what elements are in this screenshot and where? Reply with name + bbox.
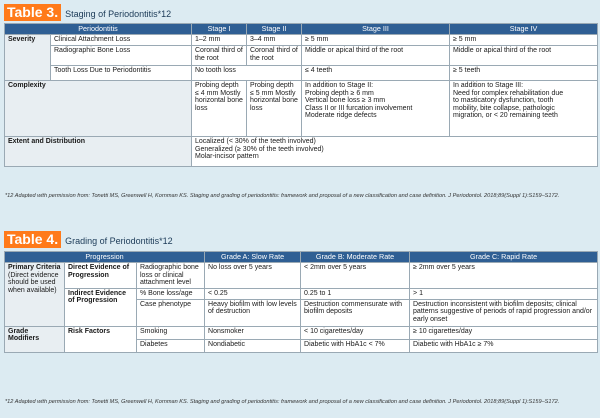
- table3-title-text: Staging of Periodontitis*12: [65, 9, 172, 19]
- header-grade-b: Grade B: Moderate Rate: [301, 252, 410, 263]
- cell: ≥ 5 mm: [450, 35, 598, 46]
- table-row: [5, 288, 598, 299]
- direct-label: Direct Evidence of Progression: [65, 263, 137, 289]
- table3-footnote: *12 Adapted with permission from: Tonetti MS, Greenwell H, Kornman KS. Staging and grading of periodontitis: framework and proposal of a new classification and case definition. J Periodontol. 2018;89(Suppl 1):S159–S172.: [5, 193, 560, 199]
- cell: Middle or apical third of the root: [450, 46, 598, 66]
- row-sub-label: Smoking: [137, 326, 205, 339]
- complexity-label: Complexity: [5, 81, 192, 137]
- cell: ≥ 2mm over 5 years: [410, 263, 598, 289]
- header-grade-a: Grade A: Slow Rate: [205, 252, 301, 263]
- line: Generalized (≥ 30% of the teeth involved): [195, 145, 324, 153]
- primary-label: Primary Criteria: [8, 264, 61, 271]
- row-label: Radiographic Bone Loss: [51, 46, 192, 66]
- line: Localized (< 30% of the teeth involved): [195, 138, 316, 145]
- table-row: [5, 326, 598, 339]
- staging-table: [4, 23, 598, 167]
- cell: [192, 137, 598, 167]
- table-row: [5, 137, 598, 167]
- cell: Nondiabetic: [205, 339, 301, 352]
- header-progression: Progression: [5, 252, 205, 263]
- table3-title: [4, 3, 171, 21]
- table4-title-text: Grading of Periodontitis*12: [65, 236, 173, 246]
- staging-header-row: [5, 24, 598, 35]
- header-stage-3: Stage III: [302, 24, 450, 35]
- cell: ≥ 10 cigarettes/day: [410, 326, 598, 339]
- primary-note: (Direct evidence should be used when available): [8, 271, 59, 294]
- row-label: Tooth Loss Due to Periodontitis: [51, 66, 192, 81]
- cell: Nonsmoker: [205, 326, 301, 339]
- cell: No loss over 5 years: [205, 263, 301, 289]
- cell: 0.25 to 1: [301, 288, 410, 299]
- indirect-label: Indirect Evidence of Progression: [65, 288, 137, 326]
- grading-header-row: [5, 252, 598, 263]
- cell: ≥ 5 mm: [302, 35, 450, 46]
- line: mobility, bite collapse, pathologic: [453, 104, 555, 112]
- risk-label: Risk Factors: [65, 326, 137, 352]
- cell: [450, 81, 598, 137]
- table4-title: [4, 230, 173, 248]
- line: Vertical bone loss ≥ 3 mm: [305, 97, 386, 105]
- header-stage-2: Stage II: [247, 24, 302, 35]
- cell: < 0.25: [205, 288, 301, 299]
- grading-table: [4, 251, 598, 353]
- cell: Probing depth ≤ 5 mm Mostly horizontal bone loss: [247, 81, 302, 137]
- row-sub-label: % Bone loss/age: [137, 288, 205, 299]
- severity-label: Severity: [5, 35, 51, 81]
- cell: Diabetic with HbA1c < 7%: [301, 339, 410, 352]
- cell: Middle or apical third of the root: [302, 46, 450, 66]
- table-row: [5, 35, 598, 46]
- cell: > 1: [410, 288, 598, 299]
- cell: Diabetic with HbA1c ≥ 7%: [410, 339, 598, 352]
- cell: Coronal third of the root: [247, 46, 302, 66]
- cell: No tooth loss: [192, 66, 302, 81]
- line: Molar-incisor pattern: [195, 153, 259, 161]
- row-sub-label: Diabetes: [137, 339, 205, 352]
- row-label: Clinical Attachment Loss: [51, 35, 192, 46]
- cell: Coronal third of the root: [192, 46, 247, 66]
- table3-title-label: Table 3.: [4, 4, 61, 21]
- line: Class II or III furcation involvement: [305, 104, 413, 112]
- extent-label: Extent and Distribution: [5, 137, 192, 167]
- table-row: [5, 46, 598, 66]
- table4-footnote: *12 Adapted with permission from: Tonetti MS, Greenwell H, Kornman KS. Staging and grading of periodontitis: framework and proposal of a new classification and case definition. J Periodontol. 2018;89(Suppl 1):S159–S172.: [5, 399, 560, 405]
- line: In addition to Stage III:: [453, 82, 524, 89]
- cell: < 2mm over 5 years: [301, 263, 410, 289]
- cell: ≤ 4 teeth: [302, 66, 450, 81]
- line: Need for complex rehabilitation due: [453, 89, 564, 97]
- table4-title-label: Table 4.: [4, 231, 61, 248]
- table-row: [5, 81, 598, 137]
- header-grade-c: Grade C: Rapid Rate: [410, 252, 598, 263]
- line: Moderate ridge defects: [305, 112, 377, 120]
- line: to masticatory dysfunction, tooth: [453, 97, 554, 105]
- primary-criteria-cell: [5, 263, 65, 327]
- cell: [302, 81, 450, 137]
- cell: < 10 cigarettes/day: [301, 326, 410, 339]
- cell: Destruction commensurate with biofilm deposits: [301, 299, 410, 326]
- cell: Destruction inconsistent with biofilm deposits; clinical patterns suggestive of periods of rapid progression and/or early onset: [410, 299, 598, 326]
- line: Probing depth ≥ 6 mm: [305, 89, 374, 97]
- header-periodontitis: Periodontitis: [5, 24, 192, 35]
- row-sub-label: Radiographic bone loss or clinical attachment level: [137, 263, 205, 289]
- cell: Probing depth ≤ 4 mm Mostly horizontal bone loss: [192, 81, 247, 137]
- table-row: [5, 263, 598, 289]
- header-stage-1: Stage I: [192, 24, 247, 35]
- cell: Heavy biofilm with low levels of destruction: [205, 299, 301, 326]
- header-stage-4: Stage IV: [450, 24, 598, 35]
- modifiers-label: Grade Modifiers: [5, 326, 65, 352]
- line: In addition to Stage II:: [305, 82, 374, 89]
- cell: 3–4 mm: [247, 35, 302, 46]
- line: migration, or < 20 remaining teeth: [453, 112, 558, 120]
- cell: 1–2 mm: [192, 35, 247, 46]
- cell: ≥ 5 teeth: [450, 66, 598, 81]
- row-sub-label: Case phenotype: [137, 299, 205, 326]
- table-row: [5, 66, 598, 81]
